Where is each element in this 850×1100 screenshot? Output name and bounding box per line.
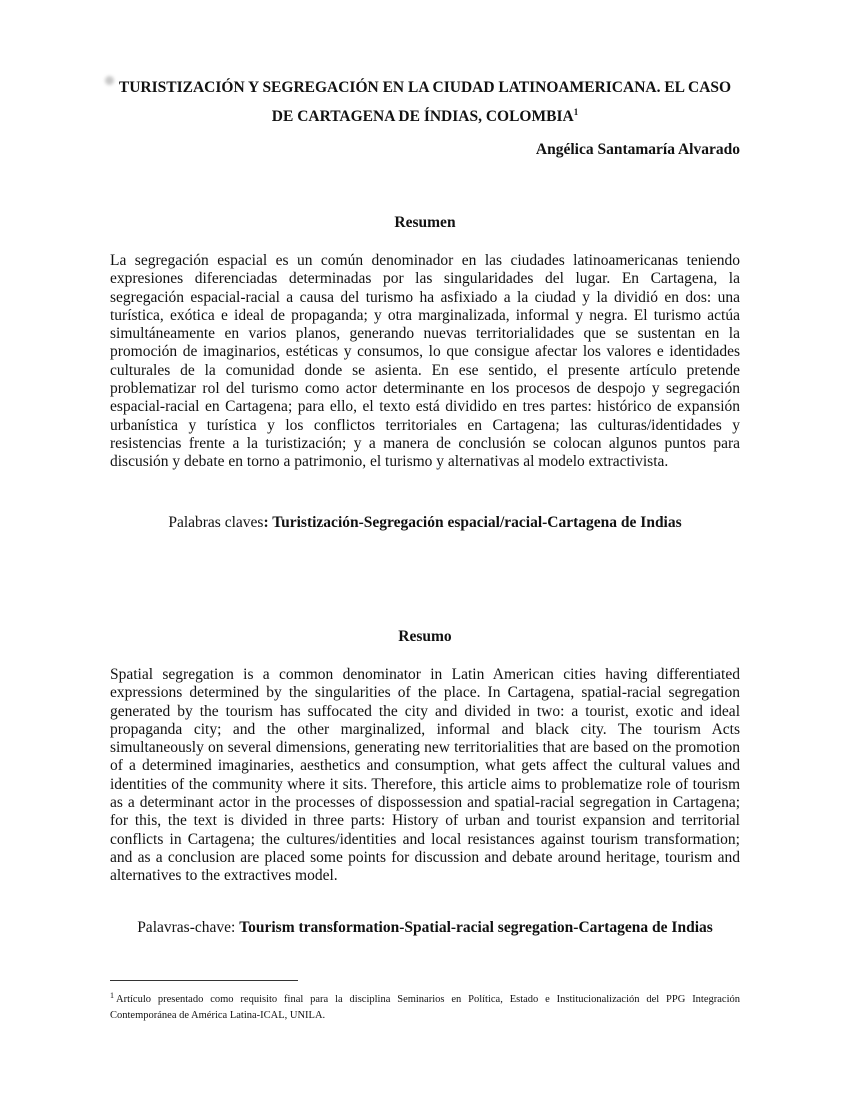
resumen-keywords <box>110 514 740 532</box>
resumo-keywords-label: Palavras-chave: <box>137 919 240 936</box>
title-footnote-ref[interactable]: 1 <box>573 106 579 117</box>
footnote-divider <box>110 980 298 981</box>
footnote <box>110 992 740 1024</box>
resumen-keywords-label: Palabras claves <box>168 514 264 531</box>
author-name: Angélica Santamaría Alvarado <box>535 141 740 158</box>
resumo-keywords-value: Tourism transformation-Spatial-racial segregation-Cartagena de Indias <box>239 919 713 936</box>
resumen-heading: Resumen <box>394 214 456 231</box>
resumen-body: La segregación espacial es un común denominador en las ciudades latinoamericanas teniendo expresiones diferenciadas determinadas por las singularidades del lugar. En Cartagena, la segregación espacial-racial a causa del turismo ha asfixiado a la ciudad y la dividió en dos: una turística, exótica e ideal de propaganda; y otra marginalizada, informal y negra. El turismo actúa simultáneamente en varios planos, generando nuevas territorialidades que se sustentan en la promoción de imaginarios, estéticas y consumos, lo que consigue afectar los valores e identidades culturales de la comunidad donde se asienta. En ese sentido, el presente artículo pretende problematizar rol del turismo como actor determinante en los procesos de despojo y segregación espacial-racial en Cartagena; para ello, el texto está dividido en tres partes: histórico de expansión urbanística y turística y los conflictos territoriales en Cartagena; las culturas/identidades y resistencias frente a la turistización; y a manera de conclusión se colocan algunos puntos para discusión y debate en torno a patrimonio, el turismo y alternativas al modelo extractivista. <box>110 252 740 471</box>
footnote-marker: 1 <box>110 990 114 1000</box>
paper-title-text: TURISTIZACIÓN Y SEGREGACIÓN EN LA CIUDAD LATINOAMERICANA. EL CASO DE CARTAGENA DE ÍNDIAS, COLOMBIA <box>118 79 732 125</box>
resumo-heading: Resumo <box>398 628 452 645</box>
resumen-keywords-value: : Turistización-Segregación espacial/racial-Cartagena de Indias <box>263 514 682 531</box>
footnote-text: Artículo presentado como requisito final para la disciplina Seminarios en Política, Estado e Institucionalización del PPG Integración Contemporánea de América Latina-ICAL, UNILA. <box>110 994 740 1021</box>
resumo-keywords <box>110 919 740 937</box>
paper-title <box>110 73 740 131</box>
resumo-body: Spatial segregation is a common denominator in Latin American cities having differentiated expressions determined by the singularities of the place. In Cartagena, spatial-racial segregation generated by the tourism has suffocated the city and divided in two: a tourist, exotic and ideal propaganda city; and the other marginalized, informal and black city. The tourism Acts simultaneously on several dimensions, generating new territorialities that are based on the promotion of a determined imaginaries, aesthetics and consumption, what gets affect the cultural values and identities of the community where it sits. Therefore, this article aims to problematize role of tourism as a determinant actor in the processes of dispossession and spatial-racial segregation in Cartagena; for this, the text is divided in three parts: History of urban and tourist expansion and territorial conflicts in Cartagena; the cultures/identities and local resistances against tourism transformation; and as a conclusion are placed some points for discussion and debate around heritage, tourism and alternatives to the extractives model. <box>110 666 740 885</box>
